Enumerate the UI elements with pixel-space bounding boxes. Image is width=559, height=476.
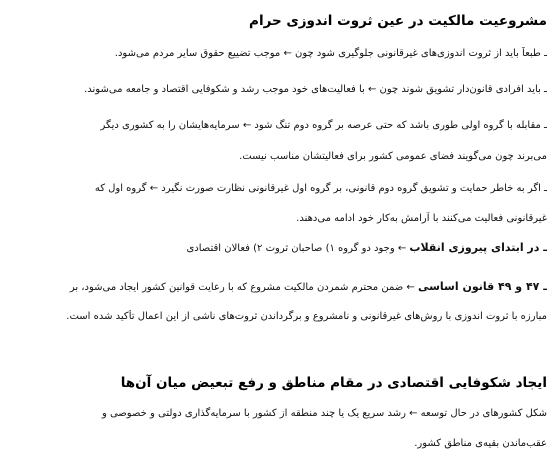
paragraph-constitution-line1 [12,280,547,295]
section-heading-legitimacy: مشروعیت مالکیت در عین ثروت اندوزی حرام [249,13,547,29]
paragraph-confront-first-group-line1: ـ مقابله با گروه اولی طوری باشد که حتی عرصه بر گروه دوم تنگ شود ← سرمایه‌هایشان را به کشوری دیگر [100,120,547,131]
constitution-articles-label: ـ ۴۷ و ۴۹ قانون اساسی [417,280,547,293]
paragraph-revolution-groups [12,241,547,256]
section-heading-regional-prosperity: ایجاد شکوفایی اقتصادی در مقام مناطق و رفع تبعیض میان آن‌ها [120,375,547,391]
constitution-articles-text: ← ضمن محترم شمردن مالکیت مشروع که با رعایت قوانین کشور ایجاد می‌شود، بر [69,282,418,293]
paragraph-constitution-line2: مبارزه با ثروت اندوزی با روش‌های غیرقانونی و نامشروع و برگرداندن ثروت‌های ناشی از این اعمال تأکید شده است. [66,311,547,322]
paragraph-supervision-line2: غیرقانونی فعالیت می‌کنند با آرامش به‌کار خود ادامه می‌دهند. [296,213,547,224]
revolution-groups-text: ← وجود دو گروه ۱) صاحبان ثروت ۲) فعالان اقتصادی [186,243,410,254]
paragraph-encourage-legal-actors: ـ باید افرادی قانون‌دار تشویق شوند چون ← با فعالیت‌های خود موجب رشد و شکوفایی اقتصاد و جامعه می‌شوند. [84,84,547,95]
revolution-beginning-label: ـ در ابتدای پیروزی انقلاب [409,241,547,254]
paragraph-developing-countries-line1: شکل کشورهای در حال توسعه ← رشد سریع یک یا چند منطقه از کشور با سرمایه‌گذاری دولتی و خصوصی و [101,408,547,419]
paragraph-developing-countries-line2: عقب‌ماندن بقیه‌ی مناطق کشور. [414,438,547,449]
paragraph-confront-first-group-line2: می‌برند چون می‌گویند فضای عمومی کشور برای فعالیتشان مناسب نیست. [239,151,547,162]
paragraph-supervision-line1: ـ اگر به خاطر حمایت و تشویق گروه دوم قانونی، بر گروه اول غیرقانونی نظارت صورت نگیرد ← گروه اول که [94,183,547,194]
paragraph-prevent-illegal-wealth: ـ طبعاً باید از ثروت اندوزی‌های غیرقانونی جلوگیری شود چون ← موجب تضییع حقوق سایر مردم می‌شود. [114,48,547,59]
